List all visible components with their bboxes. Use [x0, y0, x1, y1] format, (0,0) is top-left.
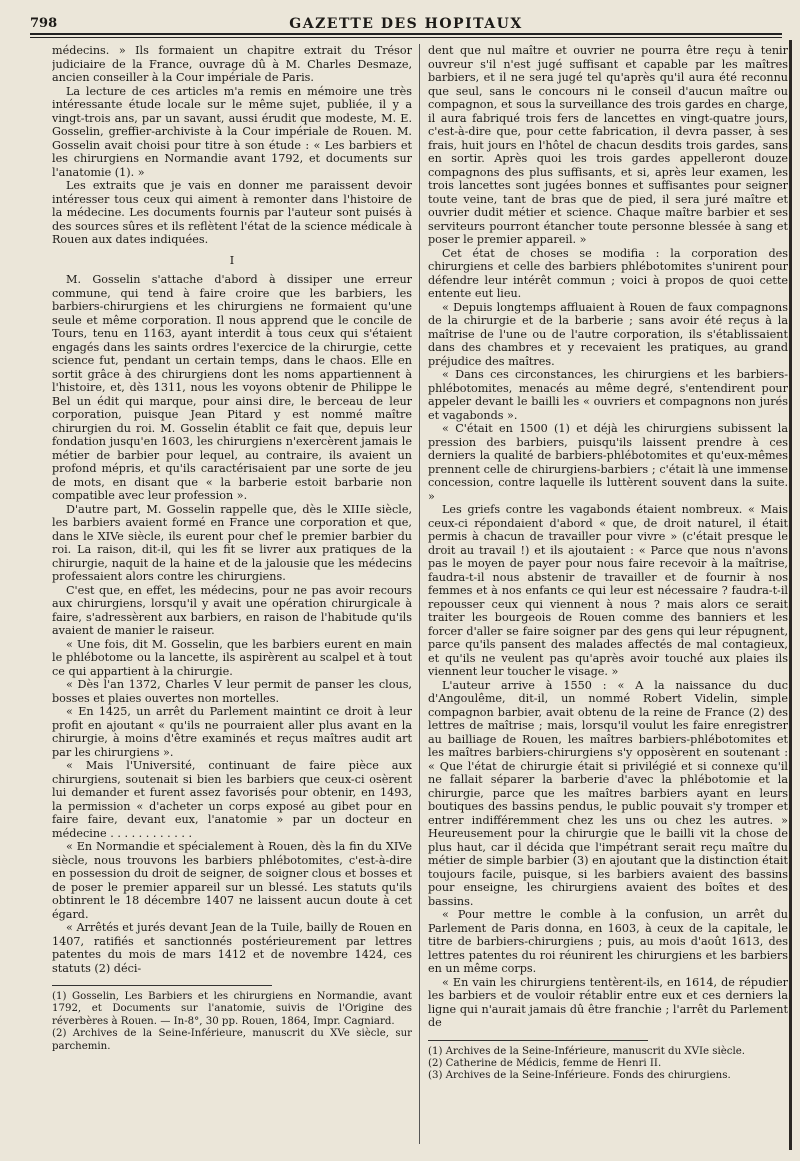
paragraph: « En vain les chirurgiens tentèrent-ils, en 1614, de répudier les barbiers et de vouloir rétablir entre eux et ces derniers la ligne qui n'aurait jamais dû être franchie ; l'arrêt du Parlement de	[428, 975, 788, 1029]
footnote: (3) Archives de la Seine-Inférieure. Fonds des chirurgiens.	[428, 1070, 731, 1082]
right-column	[428, 44, 788, 1150]
footnote-rule	[428, 1040, 648, 1041]
header-rule-thin	[30, 37, 782, 38]
page-number: 798	[30, 16, 58, 31]
paragraph: Les extraits que je vais en donner me paraissent devoir intéresser tous ceux qui aiment à remonter dans l'histoire de la médecine. Les documents fournis par l'auteur sont puisés à des sources sûres et ils reflètent l'état de la science médicale à Rouen aux dates indiquées.	[52, 179, 412, 246]
paragraph: « Arrêtés et jurés devant Jean de la Tuile, bailly de Rouen en 1407, ratifiés et sanctionnés postérieurement par lettres patentes du mois de mars 1412 et de novembre 1424, ces statuts (2) déci-	[52, 921, 412, 975]
paragraph: D'autre part, M. Gosselin rappelle que, dès le XIIIe siècle, les barbiers avaient formé en France une corporation et que, dans le XIVe siècle, ils eurent pour chef le premier barbier du roi. La raison, dit-il, qui les fit se livrer aux pratiques de la chirurgie, naquit de la haine et de la jalousie que les médecins professaient alors contre les chirurgiens.	[52, 502, 412, 583]
paragraph: « En Normandie et spécialement à Rouen, dès la fin du XIVe siècle, nous trouvons les barbiers phlébotomites, c'est-à-dire en possession du droit de seigner, de soigner clous et bosses et de poser le premier appareil sur un blessé. Les statuts qu'ils obtinrent le 18 décembre 1407 ne laissent aucun doute à cet égard.	[52, 840, 412, 921]
paragraph: « En 1425, un arrêt du Parlement maintint ce droit à leur profit en ajoutant « qu'ils ne pourraient aller plus avant en la chirurgie, à moins d'être examinés et reçus maîtres audit art par les chirurgiens ».	[52, 705, 412, 759]
paragraph: « Mais l'Université, continuant de faire pièce aux chirurgiens, soutenait si bien les barbiers que ceux-ci osèrent lui demander et furent assez favorisés pour obtenir, en 1493, la permission « d'acheter un corps exposé au gibet pour en faire faire, devant eux, l'anatomie » par un docteur en médecine . . . . . . . . . . . .	[52, 759, 412, 840]
left-column	[52, 44, 412, 1150]
paragraph: médecins. » Ils formaient un chapitre extrait du Trésor judiciaire de la France, ouvrage dû à M. Charles Desmaze, ancien conseiller à la Cour impériale de Paris.	[52, 44, 412, 84]
paragraph: « Pour mettre le comble à la confusion, un arrêt du Parlement de Paris donna, en 1603, à ceux de la capitale, le titre de barbiers-chirurgiens ; puis, au mois d'août 1613, des lettres patentes du roi réunirent les chirurgiens et les barbiers en un même corps.	[428, 908, 788, 975]
footnote-rule	[52, 985, 272, 986]
page-edge-binding	[789, 40, 792, 1150]
header-rule-thick	[30, 33, 782, 35]
footnote: (1) Gosselin, Les Barbiers et les chirurgiens en Normandie, avant 1792, et Documents sur l'anatomie, suivis de l'Origine des réverbères à Rouen. — In-8°, 30 pp. Rouen, 1864, Impr. Cagniard.	[52, 991, 412, 1027]
paragraph: Les griefs contre les vagabonds étaient nombreux. « Mais ceux-ci répondaient d'abord « que, de droit naturel, il était permis à chacun de travailler pour vivre » (c'était presque le droit au travail !) et ils ajoutaient : « Parce que nous n'avons pas le moyen de payer pour nous faire recevoir à la maîtrise, faudra-t-il nous abstenir de travailler et de fournir à nos femmes et à nos enfants ce qui leur est nécessaire ? faudra-t-il repousser ceux qui viennent à nous ? mais alors ce serait traiter les bourgeois de Rouen comme des banniers et les forcer d'aller se faire soigner par des gens qui leur répugnent, parce qu'ils pansent des malades affectés de mal contagieux, et qu'ils ne veulent pas qu'après avoir touché aux plaies ils viennent leur toucher le visage. »	[428, 503, 788, 678]
journal-title: GAZETTE DES HOPITAUX	[289, 16, 523, 32]
footnote: (1) Archives de la Seine-Inférieure, manuscrit du XVIe siècle.	[428, 1045, 746, 1057]
paragraph: « Depuis longtemps affluaient à Rouen de faux compagnons de la chirurgie et de la barberie ; sans avoir été reçus à la maîtrise de l'une ou de l'autre corporation, ils s'établissaient dans des chambres et y recevaient les pratiques, au grand préjudice des maîtres.	[428, 300, 788, 368]
paragraph: C'est que, en effet, les médecins, pour ne pas avoir recours aux chirurgiens, lorsqu'il y avait une opération chirurgicale à faire, s'adressèrent aux barbiers, en raison de l'habitude qu'ils avaient de manier le raiseur.	[52, 583, 412, 637]
paragraph: dent que nul maître et ouvrier ne pourra être reçu à tenir ouvreur s'il n'est jugé suffisant et capable par les maîtres barbiers, et il ne sera jugé tel qu'après qu'il aura été reconnu que seul, sans le concours ni le conseil d'aucun maître ou compagnon, et sous la surveillance des trois gardes en charge, il aura fabriqué trois fers de lancettes en vingt-quatre jours, c'est-à-dire que, pour cette fabrication, il devra passer, à ses frais, huit jours en l'hôtel de chacun desdits trois gardes, sans en sortir. Après quoi les trois gardes appelleront douze compagnons des plus suffisants, et si, après leur examen, les trois lancettes sont jugées bonnes et suffisantes pour seigner toute veine, tant de bras que de pied, il sera juré maître et ouvrier dudit métier et science. Chaque maître barbier et ses serviteurs pourront étancher toute personne blessée à sang et poser le premier appareil. »	[428, 44, 788, 246]
footnote: (2) Archives de la Seine-Inférieure, manuscrit du XVe siècle, sur parchemin.	[52, 1028, 412, 1052]
paragraph: M. Gosselin s'attache d'abord à dissiper une erreur commune, qui tend à faire croire que les barbiers, les barbiers-chirurgiens et les chirurgiens ne formaient qu'une seule et même corporation. Il nous apprend que le concile de Tours, tenu en 1163, ayant interdit à tous ceux qui s'étaient engagés dans les saints ordres l'exercice de la chirurgie, cette science fut, pendant un certain temps, dans le chaos. Elle en sortit grâce à des chirurgiens dont les noms appartiennent à l'histoire, et, dès 1311, nous les voyons obtenir de Philippe le Bel un édit qui marque, pour ainsi dire, le berceau de leur corporation, puisque Jean Pitard y est nommé maître chirurgien du roi. M. Gosselin établit ce fait que, depuis leur fondation jusqu'en 1603, les chirurgiens n'exercèrent jamais le métier de barbier pour lequel, au contraire, ils avaient un profond mépris, et qu'ils caractérisaient par une sorte de jeu de mots, en disant que « la barberie estoit barbarie non compatible avec leur profession ».	[52, 273, 412, 502]
footnote: (2) Catherine de Médicis, femme de Henri II.	[428, 1057, 662, 1069]
paragraph: La lecture de ces articles m'a remis en mémoire une très intéressante étude locale sur le même sujet, publiée, il y a vingt-trois ans, par un savant, aussi érudit que modeste, M. E. Gosselin, greffier-archiviste à la Cour impériale de Rouen. M. Gosselin avait choisi pour titre à son étude : « Les barbiers et les chirurgiens en Normandie avant 1792, et documents sur l'anatomie (1). »	[52, 84, 412, 179]
column-divider	[419, 44, 420, 1144]
section-number: I	[229, 253, 235, 267]
paragraph: « C'était en 1500 (1) et déjà les chirurgiens subissent la pression des barbiers, puisqu'ils laissent prendre à ces derniers la qualité de barbiers-phlébotomites et qu'eux-mêmes prennent celle de chirurgiens-barbiers ; c'était là une immense concession, contre laquelle ils luttèrent souvent dans la suite. »	[428, 422, 788, 503]
paragraph: « Dès l'an 1372, Charles V leur permit de panser les clous, bosses et plaies ouvertes non mortelles.	[52, 678, 412, 705]
paragraph: L'auteur arrive à 1550 : « A la naissance du duc d'Angoulême, dit-il, un nommé Robert Videlin, simple compagnon barbier, avait obtenu de la reine de France (2) des lettres de maîtrise ; mais, lorsqu'il voulut les faire enregistrer au bailliage de Rouen, les maîtres barbiers-phlébotomites et les maîtres barbiers-chirurgiens s'y opposèrent en soutenant : « Que l'état de chirurgie était si privilégié et si connexe qu'il ne fallait séparer la barberie d'avec la phlébotomie et la chirurgie, parce que les maîtres barbiers ayant en leurs boutiques des bassins pendus, le public pouvait s'y tromper et entrer indifféremment chez les uns ou chez les autres. » Heureusement pour la chirurgie que le bailli vit la chose de plus haut, car il décida que l'impétrant serait reçu maître du métier de simple barbier (3) en ajoutant que la distinction était toujours facile, puisque, si les barbiers avaient des bassins pour enseigne, les chirurgiens avaient des boîtes et des bassins.	[428, 678, 788, 908]
paragraph: « Une fois, dit M. Gosselin, que les barbiers eurent en main le phlébotome ou la lancette, ils aspirèrent au scalpel et à tout ce qui appartient à la chirurgie.	[52, 637, 412, 678]
paragraph: Cet état de choses se modifia : la corporation des chirurgiens et celle des barbiers phlébotomites s'unirent pour défendre leur intérêt commun ; voici à propos de quoi cette entente eut lieu.	[428, 246, 788, 300]
paragraph: « Dans ces circonstances, les chirurgiens et les barbiers-phlébotomites, menacés au même degré, s'entendirent pour appeler devant le bailli les « ouvriers et compagnons non jurés et vagabonds ».	[428, 368, 788, 422]
